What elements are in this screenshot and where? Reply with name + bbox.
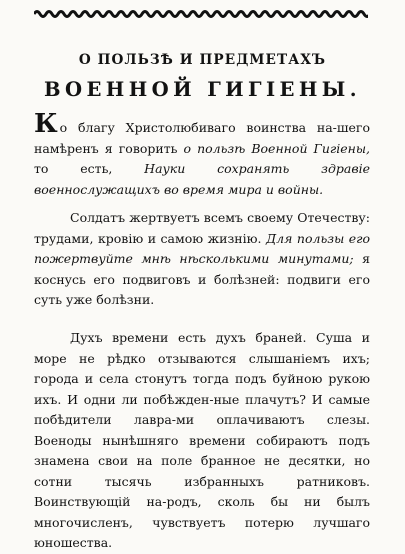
paragraph-2 [34,208,370,311]
paragraph-1-text-b: то есть, [34,161,145,176]
paragraph-3 [34,328,370,554]
paragraph-1-italic-b: Науки сохранять здравiе военнослужащихъ во время мира и войны. [34,161,370,197]
paragraph-1-text-a: о благу Христолюбиваго воинства на-шего намѣренъ я говорить [34,120,370,156]
paragraph-1 [34,109,370,200]
paragraph-2-text-b: я коснусь его подвиговъ и болѣзней: подвиги его суть уже болѣзни. [34,251,370,307]
title-line-1: О ПОЛЬЗѢ И ПРЕДМЕТАХЪ [78,52,327,68]
drop-cap: К [34,109,58,139]
title-line-2: ВОЕННОЙ ГИГIЕНЫ. [44,78,361,101]
paragraph-2-text-a: Солдатъ жертвуетъ всемъ своему Отечеству: трудами, кровiю и самою жизнiю. [34,210,370,246]
paragraph-3-text: Духъ времени есть духъ браней. Суша и море не рѣдко отзываются слышанiемъ ихъ; города и села стонутъ тогда подъ буйною рукою ихъ. И одни ли побѣжден-ные плачутъ? И самые побѣдители лавра-ми оплачиваютъ слезы. Военоды нынѣшняго времени собираютъ подъ знамена свои на поле бранное не десятки, но сотни тысячь избранныхъ ратниковъ. Воинствующiй на-родъ, сколь бы ни былъ многочисленъ, чувствуетъ потерю лучшаго юношества. [34,330,370,550]
paragraph-1-italic-a: о пользѣ Военной Гигiены, [183,140,370,156]
paragraph-2-italic-a: Для пользы его пожертвуйте мнѣ нѣсколькими минутами; [34,230,370,266]
decorative-wavy-border [34,8,368,20]
